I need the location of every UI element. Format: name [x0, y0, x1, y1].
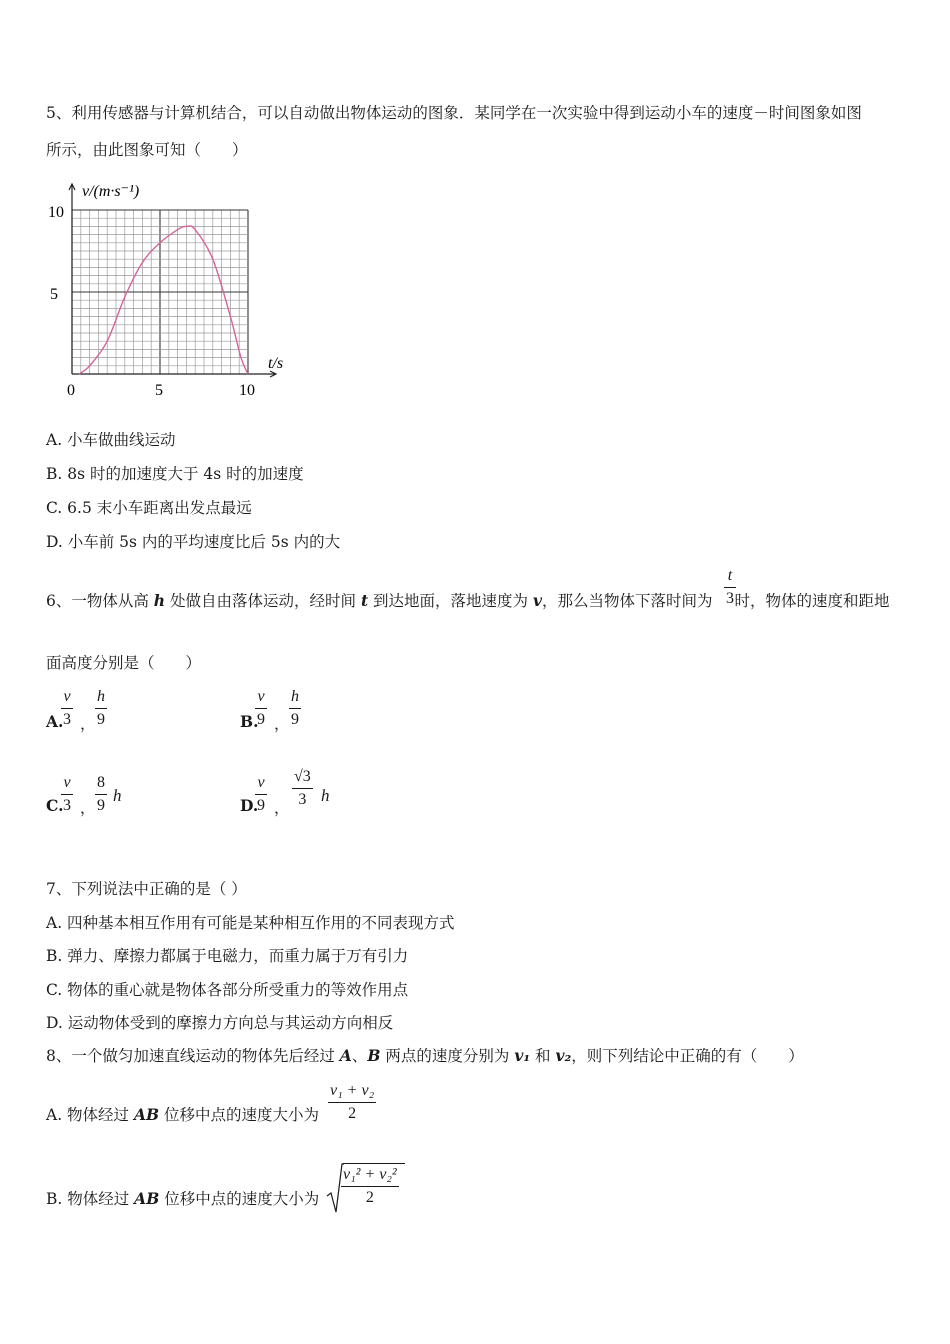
q6-stem-line2: 面高度分别是（ ） — [46, 654, 202, 672]
q5-option-c: C. 6.5 末小车距离出发点最远 — [46, 499, 252, 517]
q6-c-velocity: v 3 — [63, 774, 71, 814]
q5-option-a: A. 小车做曲线运动 — [46, 431, 176, 449]
q6-b-height: h 9 — [291, 688, 299, 728]
y-tick-10: 10 — [48, 204, 64, 221]
q8-stem: 8、一个做匀加速直线运动的物体先后经过 A、B 两点的速度分别为 v₁ 和 v₂，则下列结论中正确的有（ ） — [46, 1046, 804, 1065]
q6-option-c-label: C. — [46, 796, 64, 815]
velocity-time-chart — [40, 178, 300, 403]
q6-b-velocity: v 9 — [257, 688, 265, 728]
q8-a-fraction: v₁ + v₂ 2 — [330, 1082, 375, 1122]
q8-option-b: B. 物体经过 AB 位移中点的速度大小为 — [46, 1189, 320, 1208]
x-axis-label: t/s — [268, 355, 284, 372]
q6-stem-line1: 6、一物体从高 h 处做自由落体运动，经时间 t 到达地面，落地速度为 v，那么当物体下落时间为 时，物体的速度和距地 — [46, 591, 890, 610]
y-axis-label: v/(m·s⁻¹) — [82, 183, 140, 200]
q6-c-height: 8 9 — [97, 774, 105, 814]
q7-option-b: B. 弹力、摩擦力都属于电磁力，而重力属于万有引力 — [46, 947, 409, 965]
q6-time-fraction: t 3 — [726, 567, 734, 607]
x-tick-5: 5 — [155, 382, 163, 399]
q5-stem-line2: 所示，由此图象可知（ ） — [46, 141, 248, 159]
q6-d-height: √3 3 — [294, 768, 311, 808]
x-axis — [72, 371, 276, 377]
q5-stem-line1: 5、利用传感器与计算机结合，可以自动做出物体运动的图象．某同学在一次实验中得到运动小车的速度－时间图象如图 — [46, 104, 862, 122]
q7-option-c: C. 物体的重心就是物体各部分所受重力的等效作用点 — [46, 981, 409, 999]
q6-a-velocity: v 3 — [63, 688, 71, 728]
x-tick-10: 10 — [239, 382, 255, 399]
q5-option-b: B. 8s 时的加速度大于 4s 时的加速度 — [46, 465, 304, 483]
q7-stem: 7、下列说法中正确的是（ ） — [46, 880, 247, 898]
q7-option-a: A. 四种基本相互作用有可能是某种相互作用的不同表现方式 — [46, 914, 455, 932]
y-axis — [69, 184, 75, 374]
q8-b-fraction: v₁² + v₂² 2 — [343, 1166, 397, 1206]
y-tick-5: 5 — [50, 286, 58, 303]
q6-option-b-label: B. — [240, 712, 259, 731]
q6-a-height: h 9 — [97, 688, 105, 728]
q6-option-d-label: D. — [240, 796, 259, 815]
q7-option-d: D. 运动物体受到的摩擦力方向总与其运动方向相反 — [46, 1014, 394, 1032]
x-tick-0: 0 — [67, 382, 75, 399]
q6-d-velocity: v 9 — [257, 774, 265, 814]
sqrt-overline — [343, 1163, 405, 1164]
q5-option-d: D. 小车前 5s 内的平均速度比后 5s 内的大 — [46, 533, 341, 551]
q6-option-a-label: A. — [46, 712, 64, 731]
q8-option-a: A. 物体经过 AB 位移中点的速度大小为 — [46, 1105, 320, 1124]
